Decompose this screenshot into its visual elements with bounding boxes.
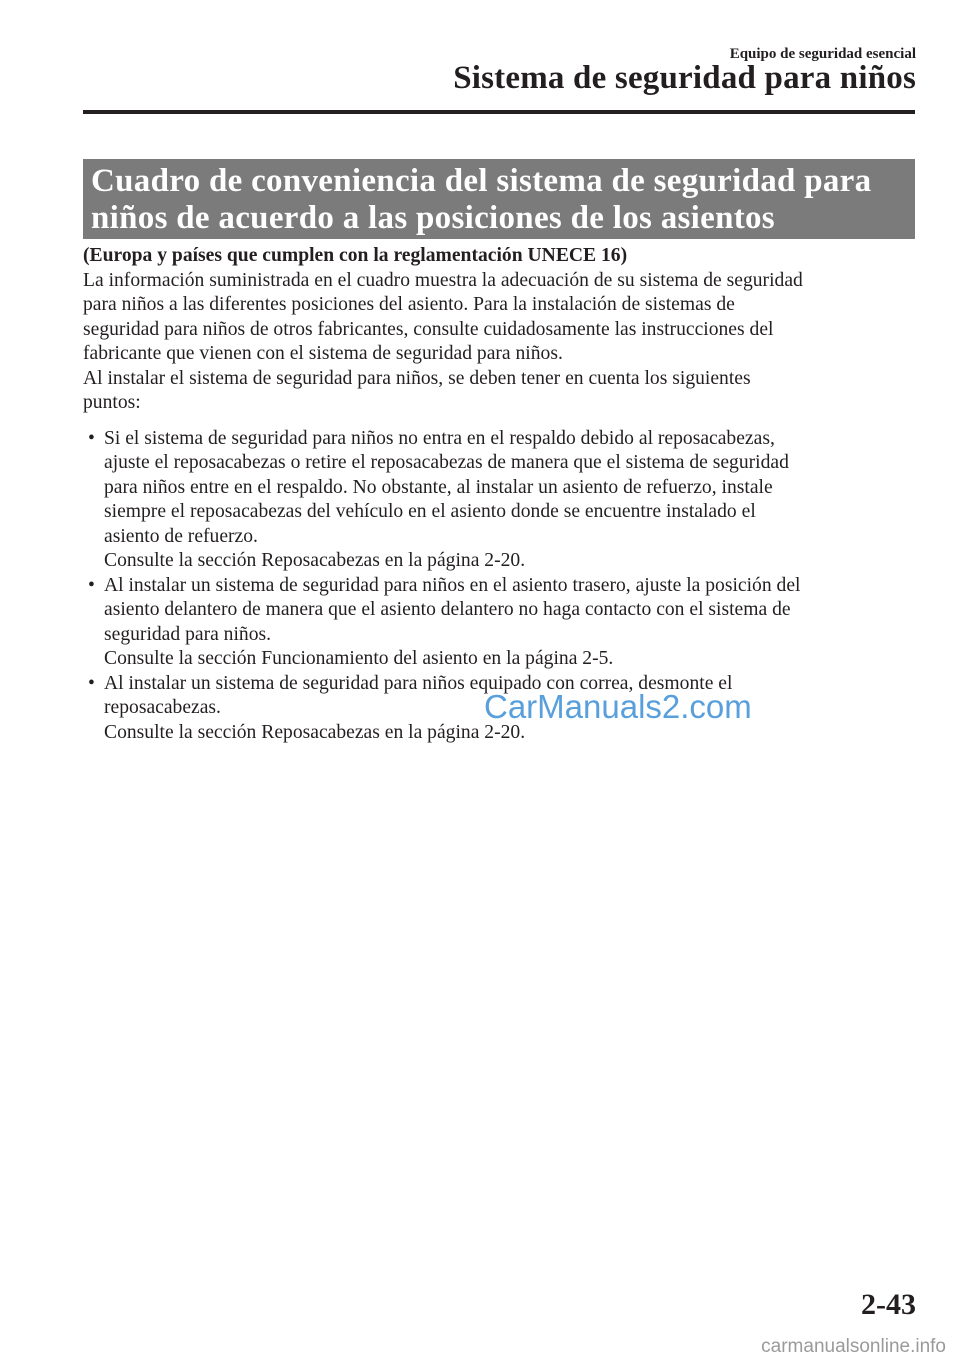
bullet-line: asiento delantero de manera que el asiento delantero no haga contacto con el sistema de (104, 599, 791, 620)
intro-paragraph (83, 269, 915, 416)
intro-line: fabricante que vienen con el sistema de seguridad para niños. (83, 343, 563, 364)
intro-line: seguridad para niños de otros fabricantes, consulte cuidadosamente las instrucciones del (83, 318, 774, 340)
section-heading-line-1: Cuadro de conveniencia del sistema de seguridad para (91, 163, 872, 199)
watermark: CarManuals2.com (484, 688, 752, 725)
section-heading (83, 159, 915, 239)
bullet-line: Al instalar un sistema de seguridad para niños en el asiento trasero, ajuste la posición del (104, 574, 801, 596)
intro-line: para niños a las diferentes posiciones del asiento. Para la instalación de sistemas de (83, 294, 735, 315)
page-title: Sistema de seguridad para niños (453, 60, 916, 96)
page-reference: Consulte la sección Reposacabezas en la página 2-20. (104, 550, 526, 571)
page-number: 2-43 (861, 1288, 916, 1321)
bullet-line: Si el sistema de seguridad para niños no entra en el respaldo debido al reposacabezas, (104, 427, 775, 449)
bullet-line: para niños entre en el respaldo. No obstante, al instalar un asiento de refuerzo, instale (104, 476, 773, 498)
bullet-item (83, 427, 915, 574)
bullet-icon: • (88, 427, 95, 449)
body-content (83, 244, 915, 745)
bullet-icon: • (88, 574, 95, 596)
page-reference: Consulte la sección Funcionamiento del asiento en la página 2-5. (104, 648, 614, 669)
region-subtitle: (Europa y países que cumplen con la reglamentación UNECE 16) (83, 245, 628, 266)
footer-watermark: carmanualsonline.info (761, 1336, 946, 1357)
bullet-line: seguridad para niños. (104, 623, 272, 645)
bullet-line: Al instalar un sistema de seguridad para niños equipado con correa, desmonte el (104, 672, 733, 694)
bullet-icon: • (88, 672, 95, 694)
section-heading-line-2: niños de acuerdo a las posiciones de los asientos (91, 200, 775, 236)
header-section-label: Equipo de seguridad esencial (729, 46, 916, 62)
bullet-line: ajuste el reposacabezas o retire el reposacabezas de manera que el sistema de seguridad (104, 452, 789, 473)
bullet-item (83, 574, 915, 672)
intro-line: puntos: (83, 392, 141, 413)
bullet-line: reposacabezas. (104, 697, 221, 718)
intro-line: Al instalar el sistema de seguridad para niños, se deben tener en cuenta los siguientes (83, 367, 751, 389)
bullet-line: asiento de refuerzo. (104, 525, 258, 547)
bullet-line: siempre el reposacabezas del vehículo en el asiento donde se encuentre instalado el (104, 501, 756, 522)
page-reference: Consulte la sección Reposacabezas en la página 2-20. (104, 721, 526, 743)
header-divider (83, 110, 915, 114)
intro-line: La información suministrada en el cuadro muestra la adecuación de su sistema de seguridad (83, 269, 803, 291)
